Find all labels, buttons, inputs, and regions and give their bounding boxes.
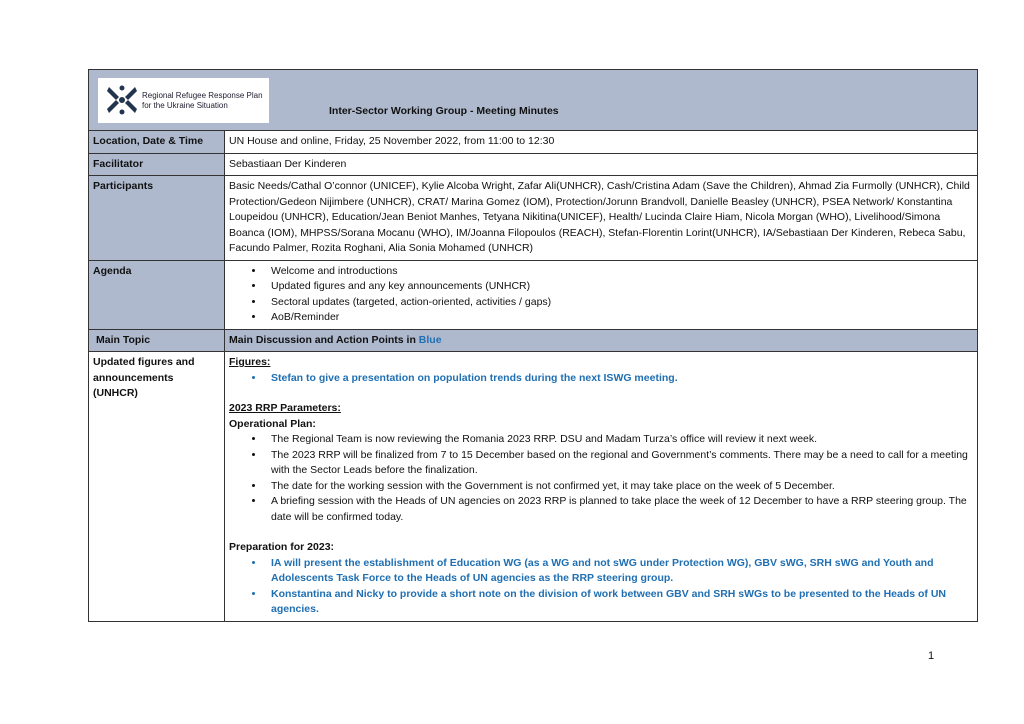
agenda-item: • Sectoral updates (targeted, action-oriented, activities / gaps)	[265, 295, 973, 311]
agenda-item: • Welcome and introductions	[265, 264, 973, 280]
updated-figures-label: Updated figures and announcements (UNHCR)	[89, 352, 225, 622]
operational-plan-list	[229, 432, 973, 525]
header-row	[89, 70, 978, 131]
rrp-parameters-heading: 2023 RRP Parameters:	[229, 402, 341, 414]
figures-heading: Figures:	[229, 356, 271, 368]
rrp-logo	[98, 78, 269, 123]
participants-row	[89, 176, 978, 261]
facilitator-label: Facilitator	[89, 153, 225, 176]
document-title: Inter-Sector Working Group - Meeting Minutes	[329, 105, 559, 117]
participants-value: Basic Needs/Cathal O’connor (UNICEF), Kylie Alcoba Wright, Zafar Ali(UNHCR), Cash/Cristina Adam (Save the Children), Ahmad Zia Furmolly (UNHCR), Child Protection/Gedeon Nijimbere (UNHCR), CRAT/ Marina Gomez (IOM), Protection/Jorunn Brandvoll, Danielle Beasley (UNHCR), PSEA Network/ Konstantina Loupeidou (UNHCR), Education/Jean Beniot Manhes, Tetyana Nikitina(UNICEF), Health/ Lucinda Claire Hiam, Nicola Morgan (WHO), Livelihood/Simona Boanca (IOM), MHPSS/Sorana Mocanu (WHO), IM/Joanna Filopoulos (REACH), Stefan-Florentin Lorint(UNHCR), IA/Sebastiaan Der Kinderen, Rebeca Sabu, Facundo Palmer, Rozita Roghani, Alia Sonia Mohamed (UNHCR)	[225, 176, 978, 261]
preparation-item: • IA will present the establishment of Education WG (as a WG and not sWG under Protection WG), GBV sWG, SRH sWG and Youth and Adolescents Task Force to the Heads of UN agencies as the RRP steering group.	[265, 556, 973, 587]
preparation-item: • Konstantina and Nicky to provide a short note on the division of work between GBV and SRH sWGs to be presented to the Heads of UN agencies.	[265, 587, 973, 618]
participants-label: Participants	[89, 176, 225, 261]
main-topic-heading-blue: Blue	[418, 333, 442, 346]
operational-plan-item: • A briefing session with the Heads of UN agencies on 2023 RRP is planned to take place the week of 12 December to have a RRP steering group. The date will be confirmed today.	[265, 494, 973, 525]
rrp-logo-icon	[107, 84, 137, 116]
operational-plan-item: • The date for the working session with the Government is not confirmed yet, it may take place on the week of 5 December.	[265, 479, 973, 495]
operational-plan-item: • The 2023 RRP will be finalized from 7 to 15 December based on the regional and Government’s comments. There may be a need to call for a meeting with the Sector Leads before the finalization.	[265, 448, 973, 479]
agenda-cell	[225, 260, 978, 329]
agenda-label: Agenda	[89, 260, 225, 329]
logo-line-2: for the Ukraine Situation	[142, 101, 228, 110]
figures-item: • Stefan to give a presentation on population trends during the next ISWG meeting.	[265, 371, 973, 387]
minutes-table	[88, 69, 978, 622]
main-topic-heading-text: Main Discussion and Action Points in	[229, 333, 419, 346]
main-topic-label: Main Topic	[89, 329, 225, 352]
figures-list	[229, 371, 973, 387]
agenda-item: • AoB/Reminder	[265, 310, 973, 326]
operational-plan-item: • The Regional Team is now reviewing the Romania 2023 RRP. DSU and Madam Turza’s office will review it next week.	[265, 432, 973, 448]
location-label: Location, Date & Time	[89, 131, 225, 154]
main-topic-heading	[225, 329, 978, 352]
location-value: UN House and online, Friday, 25 November 2022, from 11:00 to 12:30	[225, 131, 978, 154]
preparation-heading: Preparation for 2023:	[229, 541, 335, 553]
page-number: 1	[928, 650, 935, 662]
agenda-list	[229, 264, 973, 326]
facilitator-row	[89, 153, 978, 176]
operational-plan-heading: Operational Plan:	[229, 417, 316, 430]
header-cell	[89, 70, 978, 131]
main-topic-row	[89, 329, 978, 352]
agenda-row	[89, 260, 978, 329]
updated-figures-row	[89, 352, 978, 622]
logo-line-1: Regional Refugee Response Plan	[142, 91, 263, 100]
agenda-item: • Updated figures and any key announcements (UNHCR)	[265, 279, 973, 295]
preparation-list	[229, 556, 973, 618]
updated-figures-cell	[225, 352, 978, 622]
facilitator-value: Sebastiaan Der Kinderen	[225, 153, 978, 176]
location-row	[89, 131, 978, 154]
